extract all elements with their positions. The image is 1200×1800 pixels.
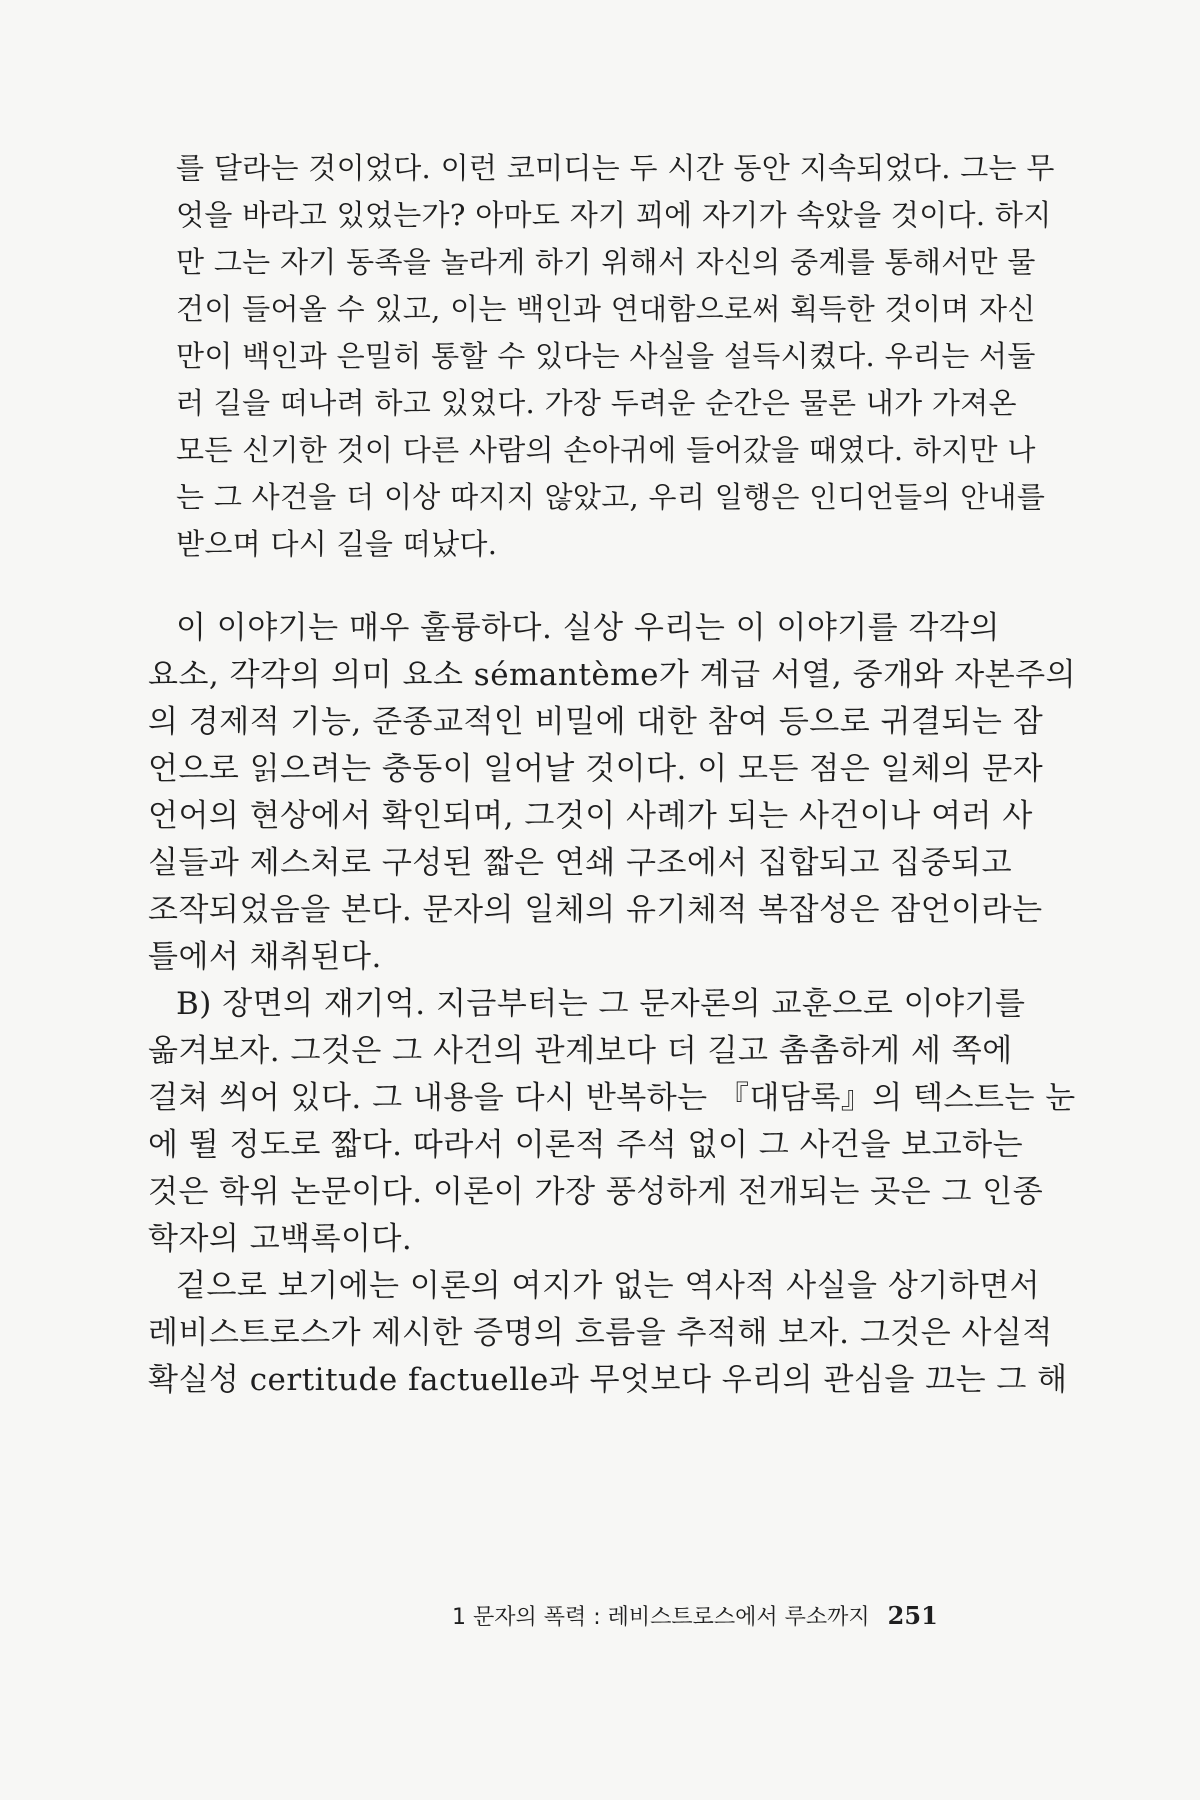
body-line: 확실성 certitude factuelle과 무엇보다 우리의 관심을 끄는 그 해 (148, 1362, 1068, 1398)
quote-line: 를 달라는 것이었다. 이런 코미디는 두 시간 동안 지속되었다. 그는 무 (176, 151, 1055, 185)
body-line: 언어의 현상에서 확인되며, 그것이 사례가 되는 사건이나 여러 사 (148, 798, 1033, 834)
quote-line: 건이 들어올 수 있고, 이는 백인과 연대함으로써 획득한 것이며 자신 (176, 292, 1036, 326)
body-line: 에 뛸 정도로 짧다. 따라서 이론적 주석 없이 그 사건을 보고하는 (148, 1127, 1024, 1163)
quote-line: 는 그 사건을 더 이상 따지지 않았고, 우리 일행은 인디언들의 안내를 (176, 480, 1046, 514)
quote-line: 받으며 다시 길을 떠났다. (176, 527, 498, 561)
quote-line: 러 길을 떠나려 하고 있었다. 가장 두려운 순간은 물론 내가 가져온 (176, 386, 1017, 420)
body-line: 레비스트로스가 제시한 증명의 흐름을 추적해 보자. 그것은 사실적 (148, 1315, 1053, 1351)
body-line: 언으로 읽으려는 충동이 일어날 것이다. 이 모든 점은 일체의 문자 (148, 751, 1044, 787)
page-number: 251 (887, 1601, 938, 1630)
page-footer (452, 1600, 938, 1634)
body-line: 실들과 제스처로 구성된 짧은 연쇄 구조에서 집합되고 집중되고 (148, 845, 1013, 881)
body-line: 의 경제적 기능, 준종교적인 비밀에 대한 참여 등으로 귀결되는 잠 (148, 704, 1044, 740)
body-line: 조작되었음을 본다. 문자의 일체의 유기체적 복잡성은 잠언이라는 (148, 892, 1043, 928)
body-line: 이 이야기는 매우 훌륭하다. 실상 우리는 이 이야기를 각각의 (176, 610, 1000, 646)
quote-line: 모든 신기한 것이 다른 사람의 손아귀에 들어갔을 때였다. 하지만 나 (176, 433, 1036, 467)
quote-line: 만이 백인과 은밀히 통할 수 있다는 사실을 설득시켰다. 우리는 서둘 (176, 339, 1036, 373)
body-line: 학자의 고백록이다. (148, 1221, 413, 1257)
quote-line: 만 그는 자기 동족을 놀라게 하기 위해서 자신의 중계를 통해서만 물 (176, 245, 1036, 279)
running-head: 1 문자의 폭력 : 레비스트로스에서 루소까지 (452, 1605, 870, 1630)
quote-line: 엇을 바라고 있었는가? 아마도 자기 꾀에 자기가 속았을 것이다. 하지 (176, 198, 1052, 232)
body-line: B) 장면의 재기억. 지금부터는 그 문자론의 교훈으로 이야기를 (176, 986, 1026, 1022)
body-line: 틀에서 채취된다. (148, 939, 382, 975)
body-line: 걸쳐 씌어 있다. 그 내용을 다시 반복하는 『대담록』의 텍스트는 눈 (148, 1080, 1076, 1116)
body-line: 옮겨보자. 그것은 그 사건의 관계보다 더 길고 촘촘하게 세 쪽에 (148, 1033, 1013, 1069)
body-line: 것은 학위 논문이다. 이론이 가장 풍성하게 전개되는 곳은 그 인종 (148, 1174, 1044, 1210)
body-line: 요소, 각각의 의미 요소 sémantème가 계급 서열, 중개와 자본주의 (148, 657, 1077, 693)
body-line: 겉으로 보기에는 이론의 여지가 없는 역사적 사실을 상기하면서 (176, 1268, 1041, 1304)
